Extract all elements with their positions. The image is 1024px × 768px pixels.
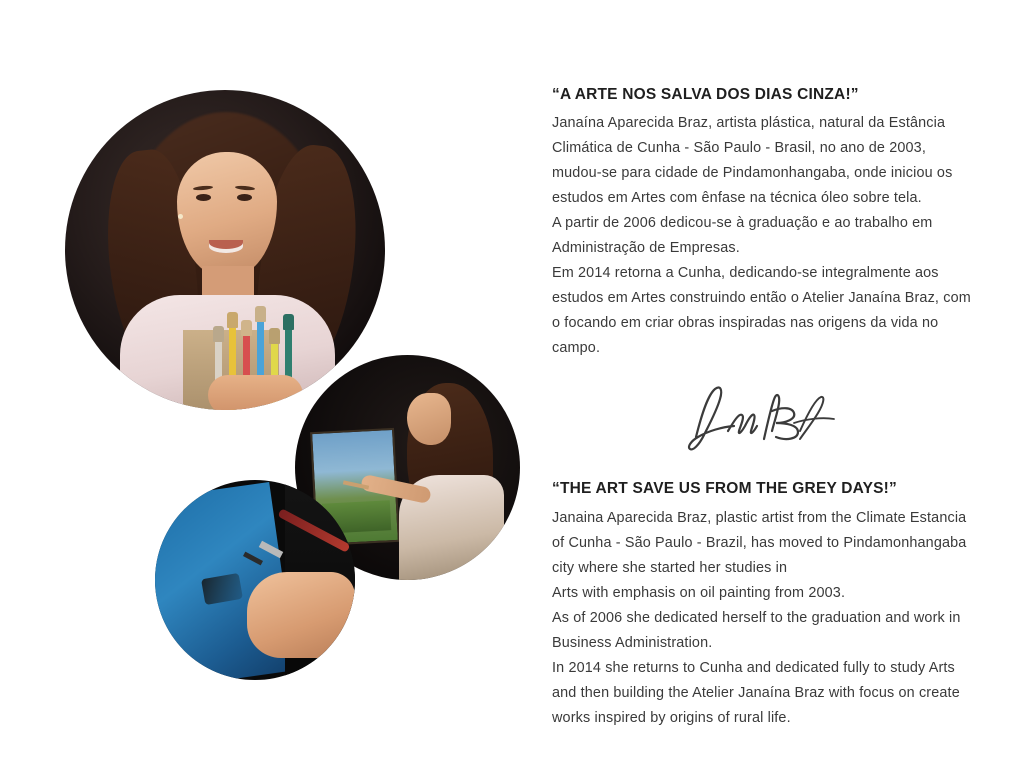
portrait-eye-right (237, 194, 252, 201)
headline-en: “THE ART SAVE US FROM THE GREY DAYS!” (552, 480, 897, 498)
easel-artist-face (407, 393, 451, 445)
biography-text-column (552, 85, 972, 731)
body-en (552, 506, 972, 731)
headline-pt: “A ARTE NOS SALVA DOS DIAS CINZA!” (552, 86, 859, 103)
biography-portuguese (552, 85, 972, 361)
body-pt (552, 111, 972, 361)
portrait-mouth (209, 240, 243, 253)
portrait-eye-left (196, 194, 211, 201)
portrait-earring (178, 214, 183, 219)
artist-signature (552, 375, 972, 467)
paragraph: As of 2006 she dedicated herself to the graduation and work in Business Administration. (552, 609, 961, 651)
painting-hand (247, 572, 355, 658)
paragraph: A partir de 2006 dedicou-se à graduação e ao trabalho em Administração de Empresas. (552, 215, 933, 257)
paragraph: Arts with emphasis on oil painting from 2003. (552, 584, 846, 601)
paragraph: Em 2014 retorna a Cunha, dedicando-se integralmente aos estudos em Artes construindo então o Atelier Janaína Braz, com o focando em criar obras inspiradas nas origens da vida no campo. (552, 265, 971, 357)
paragraph: In 2014 she returns to Cunha and dedicated fully to study Arts and then building the Atelier Janaína Braz with focus on create works inspired by origins of rural life. (552, 659, 960, 726)
photo-collage (50, 80, 530, 660)
paragraph: Janaina Aparecida Braz, plastic artist from the Climate Estancia of Cunha - São Paulo - Brazil, has moved to Pindamonhangaba city where she started her studies in (552, 509, 967, 576)
brush-detail-photo (155, 480, 355, 680)
portrait-photo (65, 90, 385, 410)
portrait-face (177, 152, 277, 276)
portrait-hand (208, 375, 303, 410)
paragraph: Janaína Aparecida Braz, artista plástica, natural da Estância Climática de Cunha - São Paulo - Brasil, no ano de 2003, mudou-se para cidade de Pindamonhangaba, onde iniciou os estudos em Artes com ênfase na técnica óleo sobre tela. (552, 115, 953, 207)
biography-english (552, 479, 972, 730)
